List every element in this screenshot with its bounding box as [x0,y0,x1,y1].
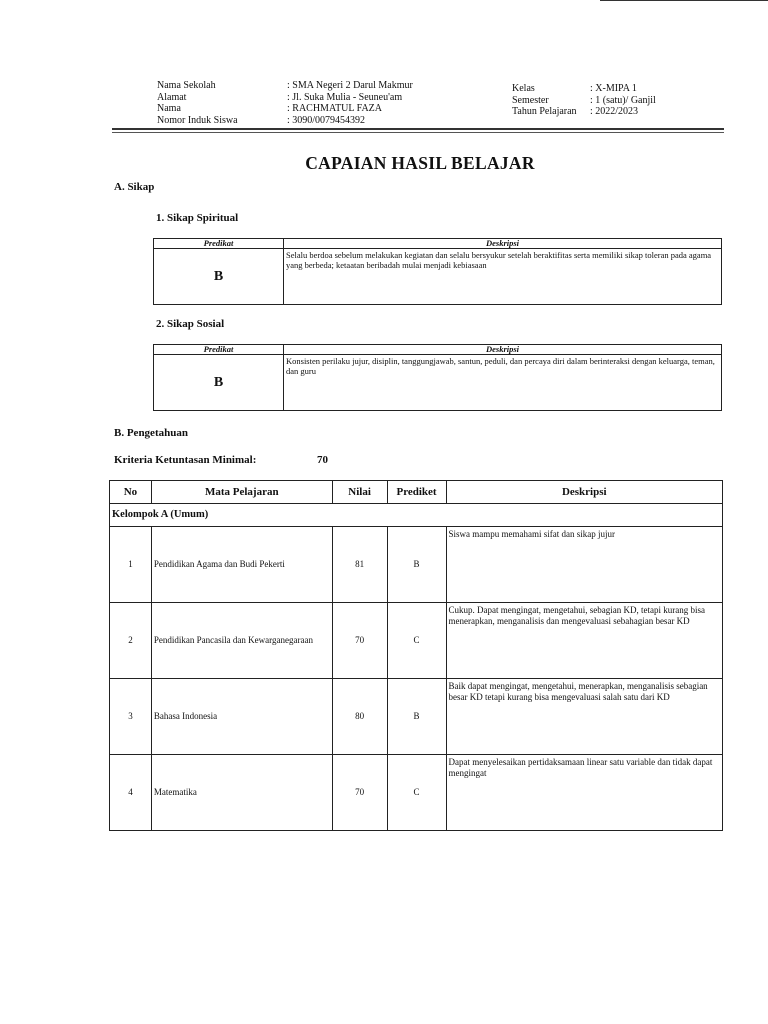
col-mata-pelajaran: Mata Pelajaran [151,481,332,504]
row-mapel: Pendidikan Pancasila dan Kewarganegaraan [151,603,332,679]
label-nama: Nama [157,103,181,114]
header-labels-right [512,83,577,118]
value-semester: : 1 (satu)/ Ganjil [590,94,656,106]
row-no: 2 [110,603,152,679]
spiritual-predikat: B [154,249,284,305]
row-mapel: Pendidikan Agama dan Budi Pekerti [151,527,332,603]
header-divider-thick [112,128,724,130]
group-row: Kelompok A (Umum) [110,504,723,527]
sosial-col-deskripsi: Deskripsi [284,345,722,355]
section-b-heading: B. Pengetahuan [114,427,188,439]
kkm-value: 70 [317,454,328,466]
value-kelas: : X-MIPA 1 [590,83,637,94]
table-row [110,679,723,755]
sosial-col-predikat: Predikat [154,345,284,355]
value-nis: : 3090/0079454392 [287,114,366,126]
spiritual-deskripsi: Selalu berdoa sebelum melakukan kegiatan dan selalu bersyukur setelah beraktifitas serta memiliki sikap toleran pada agama yang berbeda; ketaatan beribadah mulai menjadi kebiasaan [284,249,722,305]
value-nama: : RACHMATUL FAZA [287,103,383,114]
value-alamat: : Jl. Suka Mulia - Seuneu'am [287,91,403,103]
row-no: 4 [110,755,152,831]
value-nama-sekolah: : SMA Negeri 2 Darul Makmur [287,80,413,91]
col-deskripsi: Deskripsi [446,481,722,504]
header-values-left [287,80,413,126]
row-predikat: C [387,755,446,831]
table-row [110,755,723,831]
row-deskripsi: Dapat menyelesaikan pertidaksamaan linear satu variable dan tidak dapat mengingat [446,755,722,831]
spiritual-heading: 1. Sikap Spiritual [156,212,239,224]
row-mapel: Matematika [151,755,332,831]
label-semester: Semester [512,94,549,106]
row-deskripsi: Baik dapat mengingat, mengetahui, menerapkan, menganalisis sebagian besar KD tetapi kurang bisa mengevaluasi salah satu dari KD [446,679,722,755]
col-no: No [110,481,152,504]
row-nilai: 70 [332,755,387,831]
row-predikat: B [387,679,446,755]
row-deskripsi: Cukup. Dapat mengingat, mengetahui, sebagian KD, tetapi kurang bisa menerapkan, menganalisis dan mengevaluasi sebahagian besar KD [446,603,722,679]
row-nilai: 70 [332,603,387,679]
sosial-deskripsi: Konsisten perilaku jujur, disiplin, tanggungjawab, santun, peduli, dan percaya diri dalam berinteraksi dengan keluarga, teman, dan guru [284,355,722,411]
row-predikat: B [387,527,446,603]
row-predikat: C [387,603,446,679]
sosial-heading: 2. Sikap Sosial [156,318,225,330]
row-nilai: 81 [332,527,387,603]
header-labels-left [157,80,238,126]
pengetahuan-table [109,480,723,831]
label-nama-sekolah: Nama Sekolah [157,80,216,91]
col-prediket: Prediket [387,481,446,504]
row-no: 1 [110,527,152,603]
spiritual-col-predikat: Predikat [154,239,284,249]
top-edge-line [600,0,768,1]
row-mapel: Bahasa Indonesia [151,679,332,755]
header-divider-thin [112,132,724,133]
label-alamat: Alamat [157,91,187,103]
spiritual-col-deskripsi: Deskripsi [284,239,722,249]
row-nilai: 80 [332,679,387,755]
section-a-heading: A. Sikap [114,181,155,193]
header-values-right [590,83,656,118]
sosial-predikat: B [154,355,284,411]
label-tahun: Tahun Pelajaran [512,106,577,117]
table-row [110,603,723,679]
label-kelas: Kelas [512,83,535,94]
col-nilai: Nilai [332,481,387,504]
row-deskripsi: Siswa mampu memahami sifat dan sikap jujur [446,527,722,603]
label-nis: Nomor Induk Siswa [157,114,238,126]
spiritual-table [153,238,722,305]
value-tahun: : 2022/2023 [590,106,639,117]
table-row [110,527,723,603]
kkm-label: Kriteria Ketuntasan Minimal: [114,454,257,466]
sosial-table [153,344,722,411]
row-no: 3 [110,679,152,755]
page-title: CAPAIAN HASIL BELAJAR [305,153,535,173]
